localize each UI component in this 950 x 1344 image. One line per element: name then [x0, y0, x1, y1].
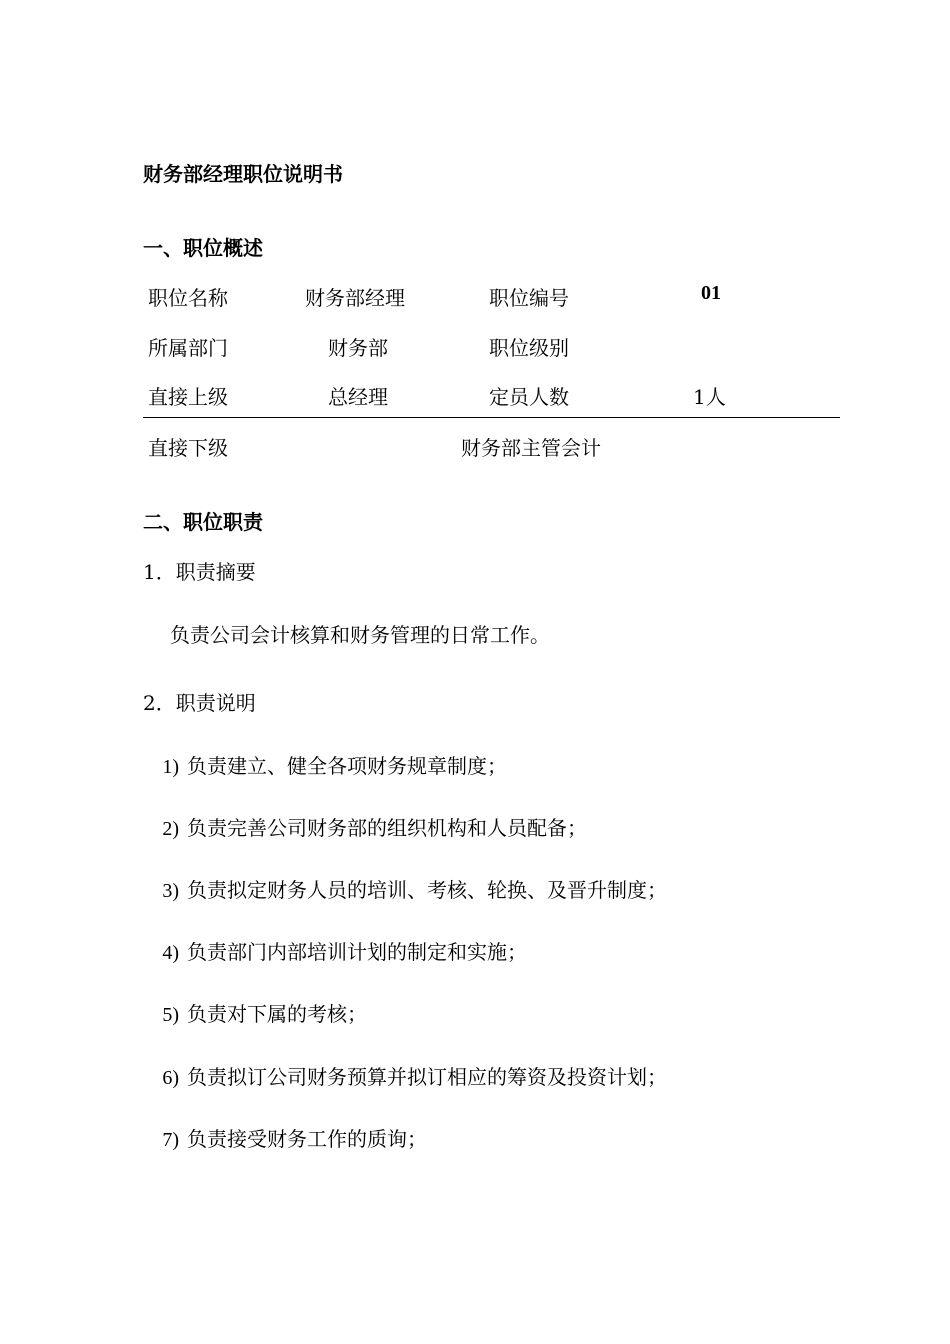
list-item-text: 负责部门内部培训计划的制定和实施； [187, 940, 527, 964]
table-label-department: 所属部门 [148, 336, 228, 360]
duty-summary-heading: 1．职责摘要 [143, 560, 256, 584]
table-label-position-id: 职位编号 [489, 286, 569, 310]
table-divider [143, 417, 840, 418]
list-item-text: 负责拟订公司财务预算并拟订相应的筹资及投资计划； [187, 1065, 667, 1089]
table-value-direct-superior: 总经理 [328, 385, 388, 409]
list-item-text: 负责拟定财务人员的培训、考核、轮换、及晋升制度； [187, 878, 667, 902]
list-item-text: 负责完善公司财务部的组织机构和人员配备； [187, 816, 587, 840]
list-item [143, 936, 527, 965]
table-value-position-name: 财务部经理 [305, 286, 405, 310]
list-item-number: 1) [162, 756, 179, 778]
table-label-position-level: 职位级别 [489, 336, 569, 360]
list-item [143, 1123, 427, 1152]
section-heading-overview: 一、职位概述 [143, 236, 263, 260]
list-item [143, 812, 587, 841]
table-label-direct-superior: 直接上级 [148, 385, 228, 409]
duty-detail-heading: 2．职责说明 [143, 691, 256, 715]
list-item [143, 874, 667, 903]
list-item [143, 750, 507, 779]
table-label-subordinate: 直接下级 [148, 436, 228, 460]
list-item [143, 1061, 667, 1090]
table-value-headcount: 1人 [693, 385, 726, 409]
list-item-number: 7) [162, 1129, 179, 1151]
table-value-department: 财务部 [328, 336, 388, 360]
duty-summary-text: 负责公司会计核算和财务管理的日常工作。 [170, 623, 550, 647]
list-item-number: 6) [162, 1067, 179, 1089]
document-title: 财务部经理职位说明书 [143, 162, 343, 186]
table-label-headcount: 定员人数 [489, 385, 569, 409]
list-item-text: 负责对下属的考核； [187, 1002, 367, 1026]
list-item-number: 5) [162, 1004, 179, 1026]
list-item-text: 负责接受财务工作的质询； [187, 1127, 427, 1151]
section-heading-duties: 二、职位职责 [143, 510, 263, 534]
list-item-number: 4) [162, 942, 179, 964]
table-value-position-id: 01 [701, 282, 721, 304]
list-item-number: 2) [162, 818, 179, 840]
list-item-text: 负责建立、健全各项财务规章制度； [187, 754, 507, 778]
table-value-subordinate: 财务部主管会计 [461, 436, 601, 460]
table-label-position-name: 职位名称 [148, 286, 228, 310]
list-item [143, 998, 367, 1027]
list-item-number: 3) [162, 880, 179, 902]
